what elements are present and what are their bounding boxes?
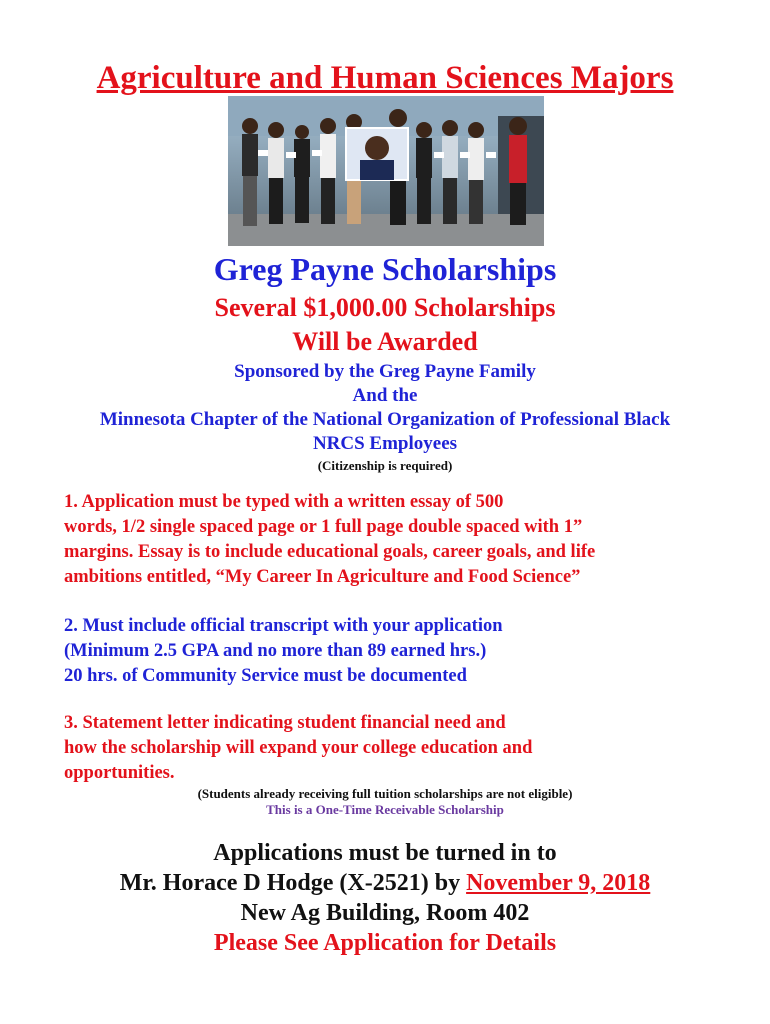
sponsor-line-1: Sponsored by the Greg Payne Family xyxy=(234,361,536,382)
submission-location: New Ag Building, Room 402 xyxy=(240,900,530,926)
requirement-3-line: 3. Statement letter indicating student financial need and xyxy=(64,713,506,733)
requirement-2 xyxy=(64,614,724,689)
sponsor-line-2: And the xyxy=(352,385,418,406)
one-time-note: This is a One-Time Receivable Scholarship xyxy=(266,802,504,817)
requirement-1-line: words, 1/2 single spaced page or 1 full page double spaced with 1” xyxy=(64,517,583,537)
deadline-date: November 9, 2018 xyxy=(466,870,651,896)
page-title: Agriculture and Human Sciences Majors xyxy=(96,60,674,96)
scholarship-awarded: Will be Awarded xyxy=(292,327,478,356)
sponsor-line-4: NRCS Employees xyxy=(312,433,458,454)
see-application-note: Please See Application for Details xyxy=(213,930,557,956)
requirement-1-line: margins. Essay is to include educational goals, career goals, and life xyxy=(64,542,596,562)
requirement-3-line: how the scholarship will expand your college education and xyxy=(64,738,533,758)
requirement-2-line: 20 hrs. of Community Service must be documented xyxy=(64,666,467,686)
submission-line-2 xyxy=(0,868,770,898)
group-photo-image xyxy=(228,96,544,246)
citizenship-note: (Citizenship is required) xyxy=(317,458,453,473)
sponsor-line-3: Minnesota Chapter of the National Organization of Professional Black xyxy=(99,409,671,430)
requirement-2-line: 2. Must include official transcript with your application xyxy=(64,616,503,636)
scholarship-name: Greg Payne Scholarships xyxy=(213,251,557,287)
requirement-1-line: ambitions entitled, “My Career In Agriculture and Food Science” xyxy=(64,567,581,587)
requirement-1 xyxy=(64,490,724,590)
requirement-3 xyxy=(64,711,724,786)
submission-line-1: Applications must be turned in to xyxy=(213,840,557,866)
requirement-2-line: (Minimum 2.5 GPA and no more than 89 earned hrs.) xyxy=(64,641,487,661)
eligibility-note: (Students already receiving full tuition scholarships are not eligible) xyxy=(197,786,573,801)
scholarship-amount: Several $1,000.00 Scholarships xyxy=(214,293,556,322)
requirement-3-line: opportunities. xyxy=(64,763,175,783)
submission-contact: Mr. Horace D Hodge (X-2521) by xyxy=(119,870,467,896)
requirement-1-line: 1. Application must be typed with a written essay of 500 xyxy=(64,492,504,512)
